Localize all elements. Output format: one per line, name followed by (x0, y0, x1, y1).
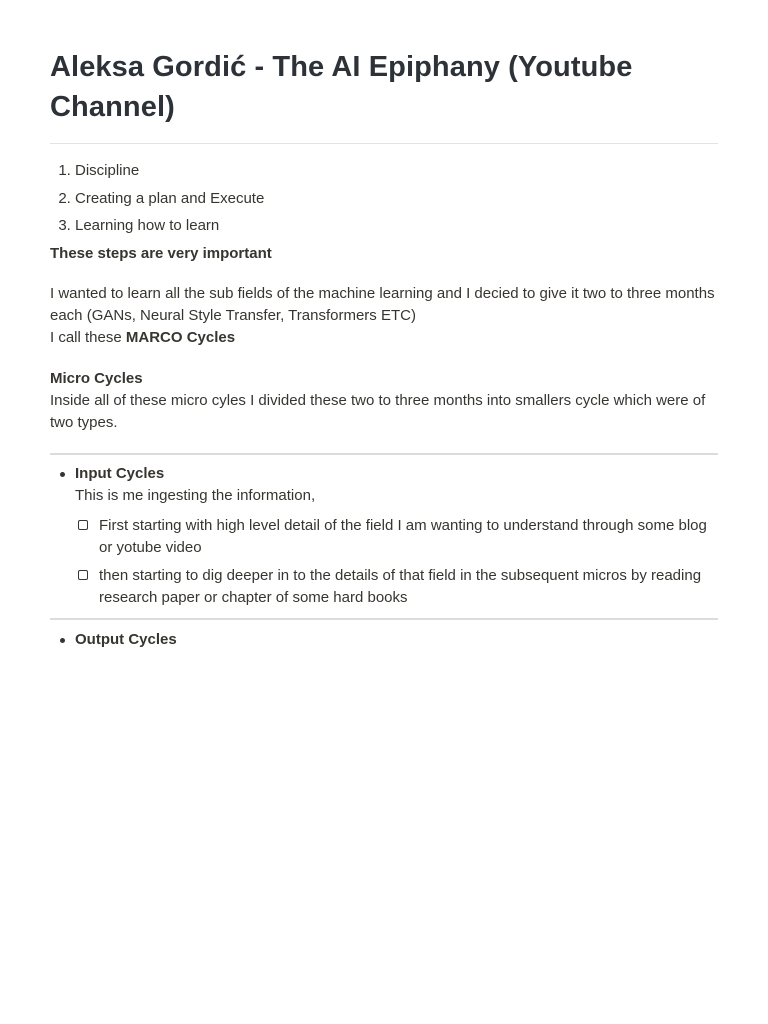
macro-paragraph-prefix: I call these (50, 328, 126, 346)
input-cycles-title: Input Cycles (75, 464, 165, 482)
title-divider (50, 143, 718, 144)
section-divider (50, 453, 718, 455)
step-item: 1. Discipline (75, 160, 718, 182)
steps-list (50, 160, 718, 237)
todo-text: First starting with high level detail of the field I am wanting to understand through some blog or yotube video (99, 516, 707, 556)
micro-text: Inside all of these micro cyles I divided these two to three months into smallers cycle which were of two types. (50, 391, 706, 431)
todo-list (75, 515, 718, 609)
section-divider (50, 618, 718, 620)
output-cycles-title: Output Cycles (75, 630, 177, 648)
todo-item (75, 515, 718, 559)
page-title: Aleksa Gordić - The AI Epiphany (Youtube Channel) (50, 51, 633, 123)
input-cycles-description: This is me ingesting the information, (75, 486, 316, 504)
step-item: 3. Learning how to learn (75, 215, 718, 237)
checkbox-icon[interactable] (78, 520, 88, 530)
cycles-list (50, 463, 718, 609)
input-cycles-item (50, 463, 718, 609)
todo-text: then starting to dig deeper in to the details of that field in the subsequent micros by reading research paper or chapter of some hard books (99, 566, 702, 606)
cycles-list (50, 629, 718, 651)
output-cycles-item (50, 629, 718, 651)
step-item: 2. Creating a plan and Execute (75, 188, 718, 210)
micro-section (50, 368, 718, 434)
todo-item (75, 565, 718, 609)
macro-paragraph-text: I wanted to learn all the sub fields of the machine learning and I decied to give it two to three months each (GANs, Neural Style Transfer, Transformers ETC) (50, 284, 715, 324)
macro-paragraph (50, 283, 718, 349)
bullet-icon (60, 472, 65, 477)
macro-cycles-label: MARCO Cycles (125, 328, 236, 346)
bullet-icon (60, 638, 65, 643)
micro-heading: Micro Cycles (50, 369, 143, 387)
checkbox-icon[interactable] (78, 570, 88, 580)
important-note: These steps are very important (50, 244, 272, 262)
